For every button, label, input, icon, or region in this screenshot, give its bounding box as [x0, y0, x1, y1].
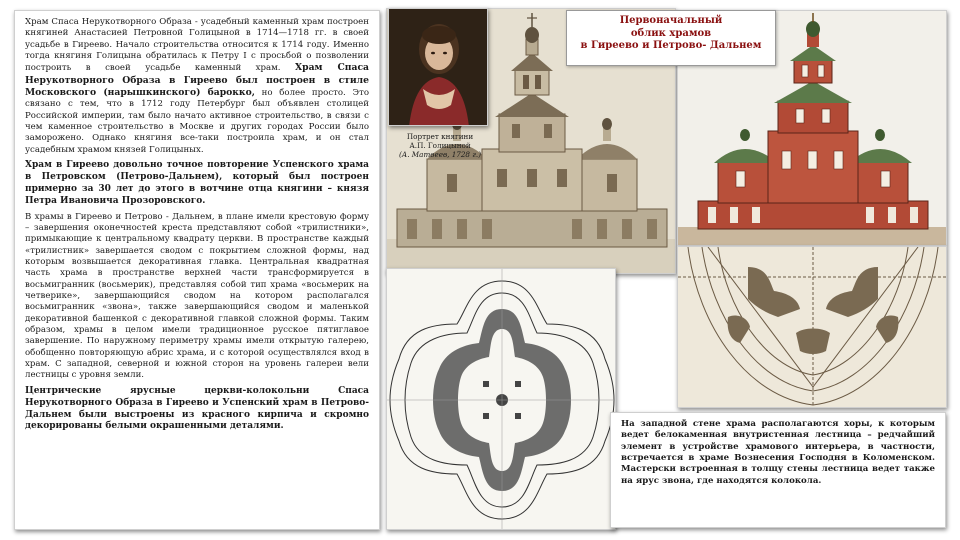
caption-line-1: Портрет княгини — [406, 132, 474, 141]
note-box: На западной стене храма располагаются хоры, к которым ведет белокаменная внутристенная лестница – редчайший элемент в устройстве храмового интерьера, в частности, встречается в храме Вознесения Господня в Коломенском. Мастерски встроенная в толщу стены лестница ведет также на ярус звона, где находятся колокола. — [610, 412, 946, 528]
portrait-image — [388, 8, 488, 126]
intro-text: Храм Спаса Нерукотворного Образа - усадебный каменный храм построен княгиней Анастасией Петровной Голицыной в 1714—1718 гг. в своей усадьбе в Гиреево. Начало строительства относится к 1714 году. Именно тогда княгиня Голицына обратилась к Петру I с просьбой о позволении построить в своей усадьбе каменный храм. — [25, 17, 369, 74]
paragraph-materials: Центрические ярусные церкви-колокольни Спаса Нерукотворного Образа в Гиреево и Успенский храм в Петрово-Дальнем были выстроены из красного кирпича и скромно декорированы белыми окрашенными деталями. — [25, 385, 369, 432]
text-panel — [14, 10, 380, 530]
plan-drawing-half — [677, 246, 947, 408]
paragraph-comparison: Храм в Гиреево довольно точное повторение Успенского храма в Петровском (Петрово-Дальнем), который был построен примерно за 30 лет до этого в вотчине отца княгини – князя Петра Ивановича Прозоровского. — [25, 160, 369, 206]
plan-drawing-full — [386, 268, 616, 530]
intro-bold-text: Храм Спаса Нерукотворного Образа в Гиреево был построен в стиле Московского (нарышкинского) барокко, — [25, 62, 369, 99]
portrait-caption — [390, 132, 490, 159]
title-line-1: Первоначальный — [619, 15, 723, 26]
caption-line-2: А.П. Голицыной — [409, 141, 471, 150]
title-line-2: облик храмов — [630, 27, 712, 39]
caption-author: (А. Матвеев, 1728 г.) — [398, 150, 482, 159]
title-line-3: в Гиреево и Петрово- Дальнем — [580, 40, 762, 51]
title-box — [566, 10, 776, 66]
paragraph-plan: В храмы в Гиреево и Петрово - Дальнем, в плане имели крестовую форму – завершения оконечностей креста представляют собой «трилистники», примыкающие к центральному квадрату церкви. В пространстве каждый «трилистник» завершается сводом с покрытием сложной формы, над которым возвышается декоративная главка. Центральная квадратная часть храма в пространстве верхней части трансформируется в восьмигранник (восьмерик), представляя собой тип храма «восьмерик на четверике», завершающийся сводом на котором располагался восьмигранник «звона», также завершающийся сводом и маленькой декоративной башенкой с декоративной главкой сложной формы. Таким образом, храмы в целом имели традиционное русское пятиглавое завершение. По наружному периметру храмы имели открытую галерею, обобщенно повторяющую абрис храма, и с которой осуществлялся вход в храм. С западной, северной и южной сторон на уровень галереи вели лестницы с уровня земли. — [25, 211, 369, 381]
intro-end-text: но более просто. Это связано с тем, что в 1712 году Петербург был объявлен столицей Российской империи, там было начато активное строительство, в связи с чем каменное строительство в Москве и других городах России было заморожено. Однако княгиня все-таки построила храм, и он стал усадебным храмом князей Голицыных. — [25, 88, 370, 155]
paragraph-intro — [25, 17, 369, 156]
